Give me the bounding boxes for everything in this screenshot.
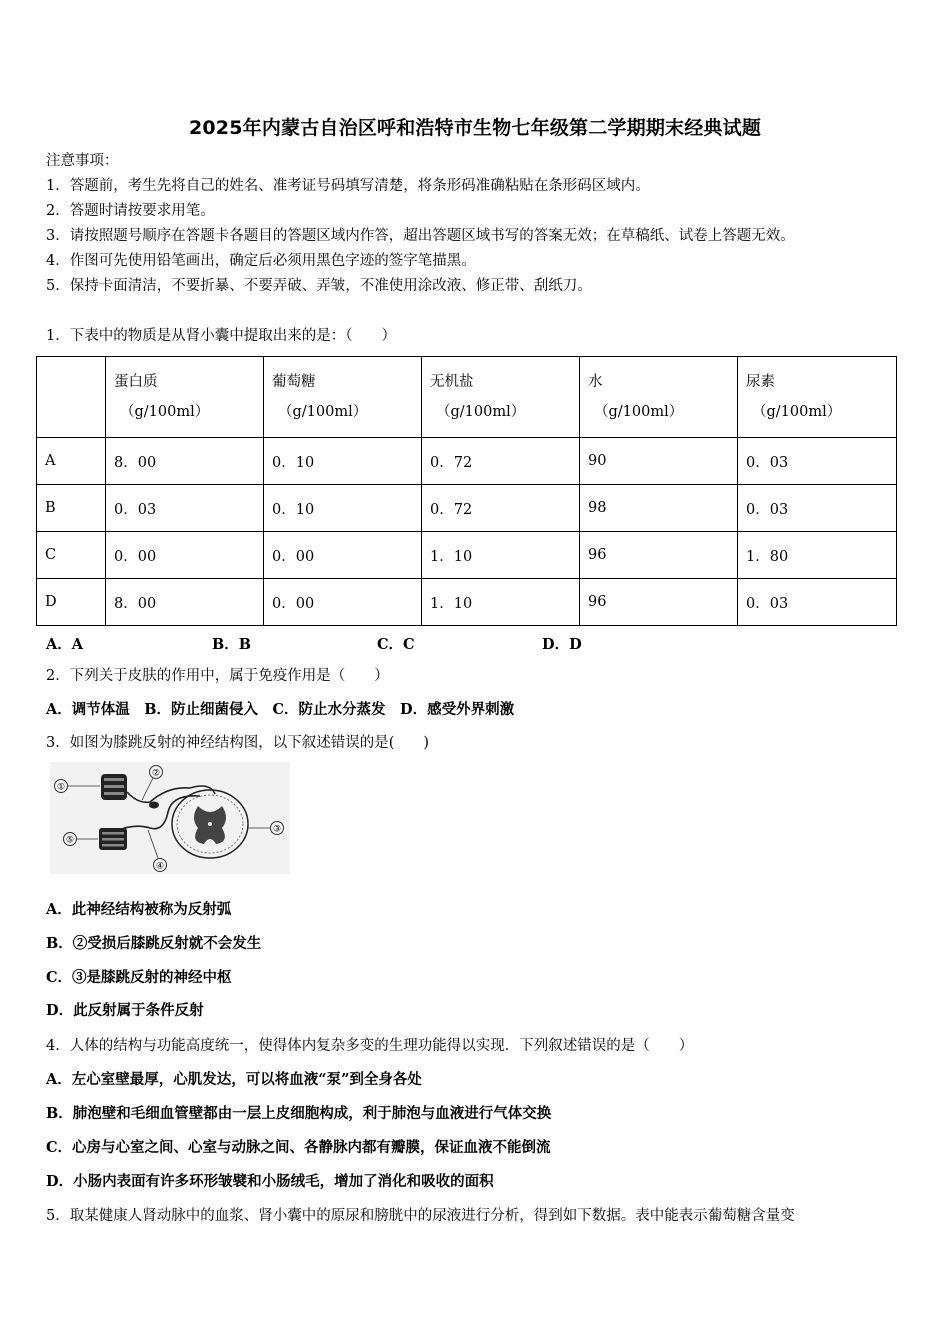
table-cell: 0．03 (738, 485, 897, 532)
question-3-stem: 3．如图为膝跳反射的神经结构图，以下叙述错误的是( ) (46, 735, 430, 751)
table-cell: 8．00 (106, 438, 264, 485)
label-3: ③ (272, 824, 282, 835)
table-cell: 0．03 (738, 579, 897, 626)
table-row-label: C (37, 532, 106, 579)
table-row (37, 579, 897, 626)
notice-item: 3．请按照题号顺序在答题卡各题目的答题区域内作答，超出答题区域书写的答案无效；在草稿纸、试卷上答题无效。 (46, 228, 795, 244)
table-cell: 1．10 (422, 579, 580, 626)
table-cell: 96 (580, 579, 738, 626)
table-row (37, 438, 897, 485)
table-cell: 1．10 (422, 532, 580, 579)
table-header-cell: 葡萄糖 （g/100ml） (264, 357, 422, 438)
table-row (37, 485, 897, 532)
table-cell: 0．00 (106, 532, 264, 579)
table-cell: 1．80 (738, 532, 897, 579)
table-cell: 8．00 (106, 579, 264, 626)
question-2-stem: 2．下列关于皮肤的作用中，属于免疫作用是（ ） (46, 668, 389, 684)
notice-item: 5．保持卡面清洁，不要折暴、不要弄破、弄皱，不准使用涂改液、修正带、刮纸刀。 (46, 278, 592, 294)
table-header-cell: 无机盐 （g/100ml） (422, 357, 580, 438)
table-row-label: B (37, 485, 106, 532)
question-1-table (36, 356, 897, 626)
table-row-label: A (37, 438, 106, 485)
table-header-cell: 水 （g/100ml） (580, 357, 738, 438)
table-cell: 0．72 (422, 438, 580, 485)
table-cell: 98 (580, 485, 738, 532)
notice-item: 2．答题时请按要求用笔。 (46, 203, 215, 219)
label-1: ① (56, 782, 66, 793)
table-row-label: D (37, 579, 106, 626)
table-cell: 0．72 (422, 485, 580, 532)
table-cell: 0．00 (264, 532, 422, 579)
answer-option[interactable]: A．A (46, 636, 84, 653)
table-cell: 0．03 (738, 438, 897, 485)
label-2: ② (151, 768, 161, 779)
notice-item: 4．作图可先使用铅笔画出，确定后必须用黑色字迹的签字笔描黑。 (46, 253, 476, 269)
notice-item: 1．答题前，考生先将自己的姓名、准考证号码填写清楚，将条形码准确粘贴在条形码区域内。 (46, 178, 650, 194)
notice-heading: 注意事项： (46, 153, 119, 169)
answer-option[interactable]: C．心房与心室之间、心室与动脉之间、各静脉内都有瓣膜，保证血液不能倒流 (46, 1139, 551, 1156)
table-row (37, 532, 897, 579)
table-cell: 96 (580, 532, 738, 579)
table-cell: 0．10 (264, 438, 422, 485)
answer-option[interactable]: B．肺泡壁和毛细血管壁都由一层上皮细胞构成，利于肺泡与血液进行气体交换 (46, 1105, 552, 1122)
knee-reflex-diagram (50, 762, 290, 874)
label-4: ④ (155, 861, 165, 872)
table-header-cell: 蛋白质 （g/100ml） (106, 357, 264, 438)
answer-option[interactable]: B．B (212, 636, 252, 653)
table-cell: 0．00 (264, 579, 422, 626)
question-2-options[interactable]: A．调节体温 B．防止细菌侵入 C．防止水分蒸发 D．感受外界刺激 (46, 701, 515, 718)
table-corner-cell (37, 357, 106, 438)
answer-option[interactable]: C．C (377, 636, 415, 653)
answer-option[interactable]: B．②受损后膝跳反射就不会发生 (46, 935, 262, 952)
answer-option[interactable]: D．此反射属于条件反射 (46, 1002, 204, 1019)
label-5: ⑤ (65, 835, 75, 846)
answer-option[interactable]: D．D (542, 636, 582, 653)
answer-option[interactable]: D．小肠内表面有许多环形皱襞和小肠绒毛，增加了消化和吸收的面积 (46, 1173, 494, 1190)
question-4-stem: 4．人体的结构与功能高度统一，使得体内复杂多变的生理功能得以实现．下列叙述错误的是（ ） (46, 1038, 694, 1054)
answer-option[interactable]: A．此神经结构被称为反射弧 (46, 901, 232, 918)
question-1-stem: 1．下表中的物质是从肾小囊中提取出来的是：（ ） (46, 328, 396, 344)
answer-option[interactable]: A．左心室壁最厚，心肌发达，可以将血液“泵”到全身各处 (46, 1071, 422, 1088)
table-header-cell: 尿素 （g/100ml） (738, 357, 897, 438)
table-header-row (37, 357, 897, 438)
table-cell: 90 (580, 438, 738, 485)
table-cell: 0．03 (106, 485, 264, 532)
question-5-stem: 5．取某健康人肾动脉中的血浆、肾小囊中的原尿和膀胱中的尿液进行分析，得到如下数据。表中能表示葡萄糖含量变 (46, 1208, 795, 1224)
page-title: 2025年内蒙古自治区呼和浩特市生物七年级第二学期期末经典试题 (188, 117, 762, 139)
answer-option[interactable]: C．③是膝跳反射的神经中枢 (46, 969, 232, 986)
table-cell: 0．10 (264, 485, 422, 532)
